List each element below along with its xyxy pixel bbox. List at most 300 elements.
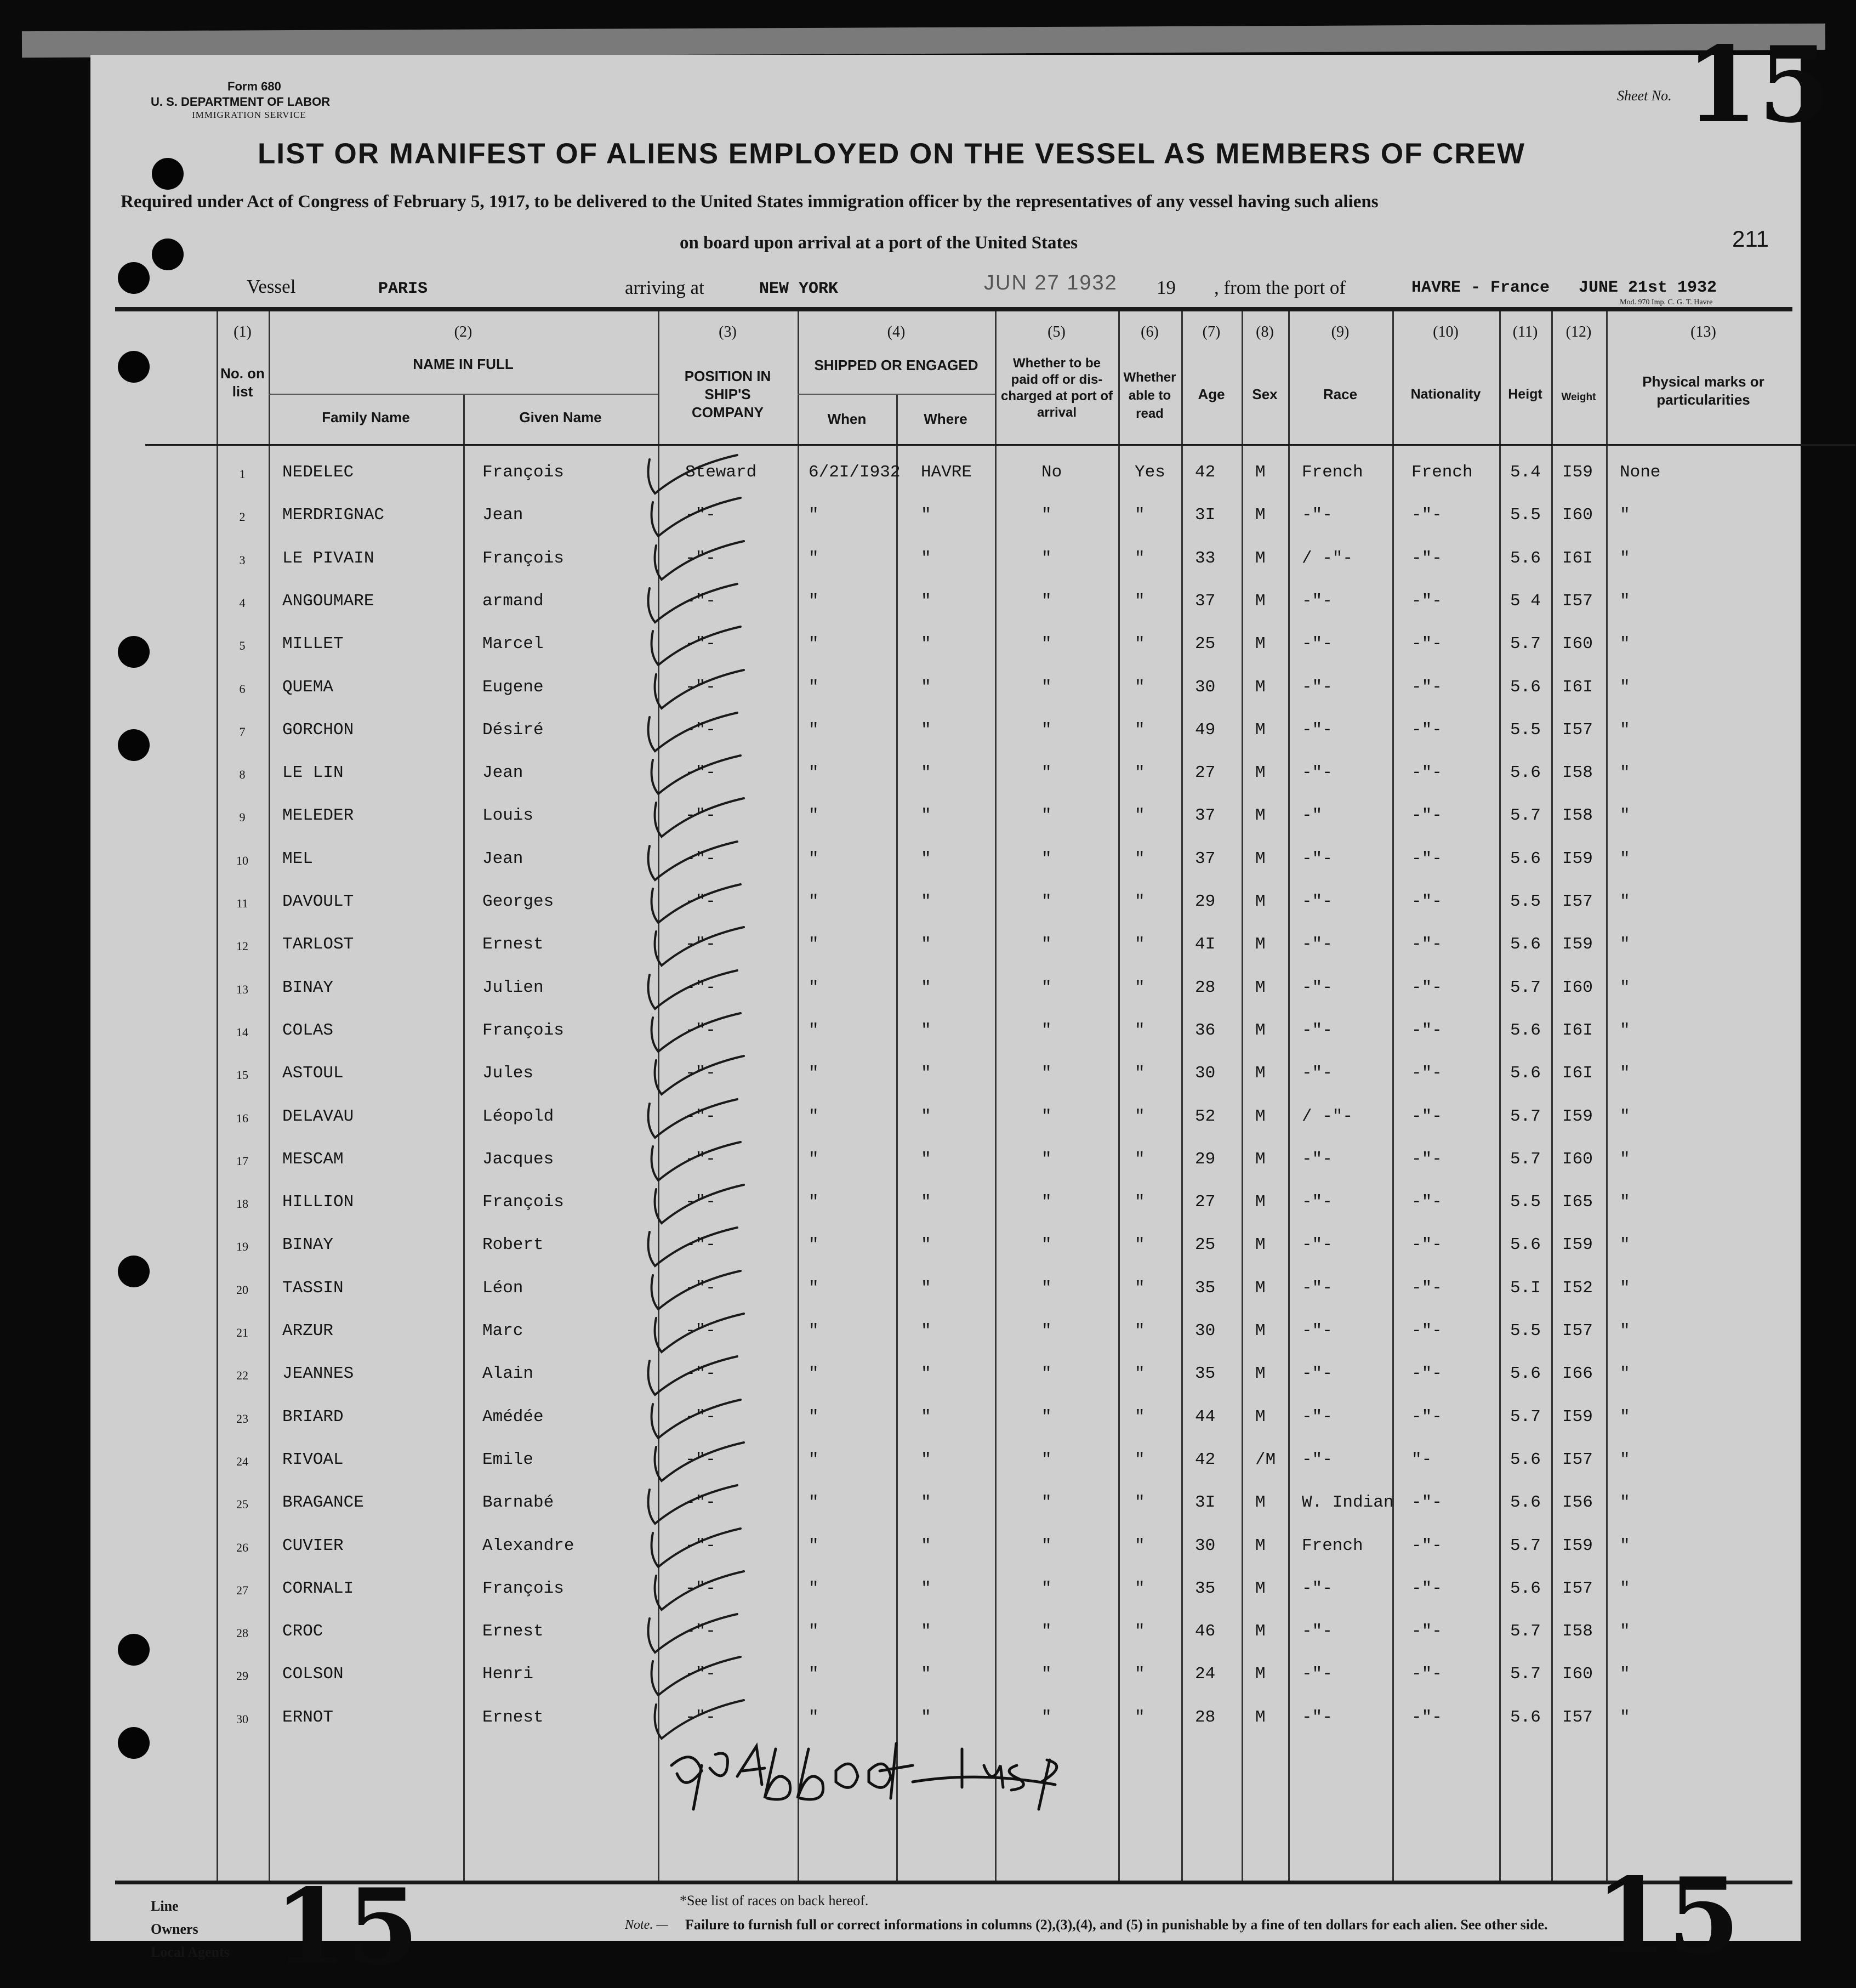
cell-weight: I57 (1562, 1707, 1593, 1727)
cell-age: 35 (1195, 1578, 1216, 1598)
col10-header: Nationality (1410, 387, 1481, 402)
cell-marks: " (1620, 849, 1630, 868)
cell-read: " (1135, 1192, 1145, 1212)
cell-weight: I57 (1562, 892, 1593, 911)
cell-nationality: -"- (1411, 1149, 1442, 1169)
cell-race: -"- (1302, 978, 1333, 997)
cell-race: -"- (1302, 1578, 1333, 1598)
cell-height: 5.6 (1510, 677, 1541, 697)
cell-position: -"- (685, 1450, 716, 1469)
cell-nationality: French (1411, 463, 1473, 482)
cell-weight: I58 (1562, 1622, 1593, 1641)
cell-nationality: -"- (1411, 1278, 1442, 1298)
sheet-label: Sheet No. (1617, 88, 1672, 104)
table-row (90, 541, 1801, 584)
cell-family: TARLOST (282, 935, 354, 955)
cell-given: François (482, 1578, 564, 1598)
cell-when: " (809, 1020, 819, 1040)
cell-nationality: -"- (1411, 892, 1442, 911)
col3-header: POSITION IN SHIP'S COMPANY (684, 368, 771, 421)
cell-read: " (1135, 1235, 1145, 1255)
cell-age: 37 (1195, 806, 1216, 826)
cell-paid: " (1041, 1278, 1052, 1298)
table-row (90, 970, 1801, 1013)
cell-read: " (1135, 505, 1145, 525)
row-number: 25 (236, 1497, 248, 1512)
cell-family: CUVIER (282, 1536, 344, 1555)
cell-paid: " (1041, 591, 1052, 611)
col4b-header: Where (924, 411, 967, 427)
col8-header: Sex (1252, 386, 1278, 402)
cell-when: " (809, 677, 819, 697)
cell-position: -"- (685, 1665, 716, 1684)
cell-paid: " (1041, 720, 1052, 740)
punch-hole (118, 262, 150, 294)
cell-age: 37 (1195, 849, 1216, 868)
vessel-label: Vessel (247, 276, 296, 297)
cell-age: 37 (1195, 591, 1216, 611)
cell-race: -"- (1302, 763, 1333, 783)
cell-given: armand (482, 591, 544, 611)
cell-height: 5.5 (1510, 1321, 1541, 1341)
cell-height: 5.I (1510, 1278, 1541, 1298)
cell-paid: " (1041, 1622, 1052, 1641)
cell-read: " (1135, 935, 1145, 955)
cell-where: " (921, 849, 931, 868)
form-number: Form 680 (227, 79, 281, 93)
cell-position: -"- (685, 505, 716, 525)
cell-where: " (921, 634, 931, 654)
cell-race: / -"- (1302, 1106, 1353, 1126)
cell-nationality: -"- (1411, 548, 1442, 568)
cell-family: BINAY (282, 1235, 334, 1255)
cell-age: 28 (1195, 1707, 1216, 1727)
cell-paid: " (1041, 1106, 1052, 1126)
table-row (90, 1142, 1801, 1185)
row-number: 27 (236, 1583, 248, 1597)
cell-where: " (921, 1020, 931, 1040)
table-row (90, 1529, 1801, 1571)
cell-weight: I59 (1562, 463, 1593, 482)
cell-paid: " (1041, 849, 1052, 868)
cell-when: " (809, 892, 819, 911)
table-row (90, 1571, 1801, 1614)
table-row (90, 498, 1801, 541)
cell-given: Julien (482, 978, 544, 997)
cell-read: " (1135, 1407, 1145, 1427)
cell-read: " (1135, 1364, 1145, 1384)
col2-header: NAME IN FULL (413, 356, 514, 372)
col4a-header: When (827, 411, 867, 427)
cell-race: -"- (1302, 591, 1333, 611)
cell-where: " (921, 1364, 931, 1384)
cell-age: 35 (1195, 1364, 1216, 1384)
cell-race: -"- (1302, 1020, 1333, 1040)
cell-marks: " (1620, 978, 1630, 997)
cell-age: 42 (1195, 463, 1216, 482)
cell-given: Robert (482, 1235, 544, 1255)
cell-paid: " (1041, 1707, 1052, 1727)
cell-height: 5.7 (1510, 1536, 1541, 1555)
table-row (90, 1657, 1801, 1700)
cell-sex: M (1255, 1364, 1266, 1384)
col7-header: Age (1198, 386, 1225, 402)
cell-family: RIVOAL (282, 1450, 344, 1469)
cell-sex: M (1255, 1321, 1266, 1341)
row-number: 1 (239, 467, 246, 481)
cell-position: -"- (685, 1536, 716, 1555)
cell-marks: " (1620, 1235, 1630, 1255)
cell-read: " (1135, 1536, 1145, 1555)
cell-given: Jean (482, 849, 523, 868)
cell-sex: M (1255, 1106, 1266, 1126)
cell-when: " (809, 763, 819, 783)
cell-position: -"- (685, 1020, 716, 1040)
cell-age: 30 (1195, 1536, 1216, 1555)
row-number: 22 (236, 1368, 248, 1383)
table-row (90, 670, 1801, 713)
cell-paid: " (1041, 1364, 1052, 1384)
cell-family: CROC (282, 1622, 323, 1641)
cell-nationality: -"- (1411, 677, 1442, 697)
sheet-number: 15 (1686, 24, 1831, 146)
cell-weight: I59 (1562, 935, 1593, 955)
col2a-header: Family Name (322, 409, 410, 425)
cell-given: Marcel (482, 634, 544, 654)
col12-number: (12) (1565, 323, 1592, 340)
cell-age: 3I (1195, 1493, 1216, 1513)
cell-sex: M (1255, 677, 1266, 697)
cell-sex: M (1255, 978, 1266, 997)
cell-when: " (809, 1364, 819, 1384)
row-number: 23 (236, 1411, 248, 1425)
cell-race: French (1302, 1536, 1363, 1555)
footer-number-right: 15 (1595, 1855, 1740, 1977)
cell-where: " (921, 1578, 931, 1598)
col2-number: (2) (454, 323, 472, 340)
cell-read: " (1135, 1665, 1145, 1684)
row-number: 17 (236, 1154, 248, 1168)
cell-where: " (921, 1064, 931, 1083)
cell-height: 5.6 (1510, 763, 1541, 783)
from-port: HAVRE - France (1411, 279, 1550, 297)
cell-when: " (809, 1064, 819, 1083)
cell-weight: I57 (1562, 720, 1593, 740)
cell-where: " (921, 1407, 931, 1427)
col5-number: (5) (1047, 323, 1066, 340)
cell-nationality: -"- (1411, 1578, 1442, 1598)
cell-weight: I6I (1562, 1020, 1593, 1040)
cell-marks: " (1620, 1622, 1630, 1641)
cell-read: " (1135, 1493, 1145, 1513)
table-row (90, 1442, 1801, 1485)
arriving-label: arriving at (625, 277, 704, 298)
cell-height: 5.4 (1510, 463, 1541, 482)
cell-height: 5.6 (1510, 1020, 1541, 1040)
cell-weight: I60 (1562, 1149, 1593, 1169)
note-label: Note. — (625, 1918, 668, 1932)
cell-height: 5.7 (1510, 634, 1541, 654)
cell-weight: I60 (1562, 978, 1593, 997)
cell-race: -"- (1302, 1450, 1333, 1469)
cell-marks: " (1620, 505, 1630, 525)
cell-marks: None (1620, 463, 1661, 482)
cell-where: " (921, 1665, 931, 1684)
cell-where: " (921, 1622, 931, 1641)
inspector-signature (655, 1733, 1181, 1823)
cell-read: " (1135, 634, 1145, 654)
cell-marks: " (1620, 720, 1630, 740)
table-row (90, 584, 1801, 627)
cell-race: -"- (1302, 1321, 1333, 1341)
col5-header: Whether to be paid off or dis-charged at port of arrival (1000, 356, 1113, 420)
col9-header: Race (1323, 386, 1358, 402)
cell-marks: " (1620, 677, 1630, 697)
cell-family: COLSON (282, 1665, 344, 1684)
date-stamp: JUN 27 1932 (984, 271, 1118, 294)
cell-read: " (1135, 1450, 1145, 1469)
cell-sex: M (1255, 1064, 1266, 1083)
cell-given: Léon (482, 1278, 523, 1298)
cell-race: -"- (1302, 505, 1333, 525)
row-number: 15 (236, 1068, 248, 1082)
row-number: 14 (236, 1025, 248, 1039)
manifest-sheet (90, 24, 1831, 1988)
cell-when: " (809, 935, 819, 955)
cell-given: Désiré (482, 720, 544, 740)
cell-position: -"- (685, 591, 716, 611)
row-number: 26 (236, 1540, 248, 1554)
col13-header: Physical marks or particularities (1642, 373, 1764, 408)
cell-read: " (1135, 892, 1145, 911)
cell-marks: " (1620, 935, 1630, 955)
cell-marks: " (1620, 634, 1630, 654)
departure-date: JUNE 21st 1932 (1579, 279, 1717, 297)
cell-weight: I59 (1562, 849, 1593, 868)
table-row (90, 842, 1801, 884)
cell-given: Ernest (482, 1622, 544, 1641)
col4-header: SHIPPED OR ENGAGED (814, 357, 978, 373)
row-number: 24 (236, 1454, 248, 1468)
footer-number-left: 15 (274, 1866, 419, 1988)
cell-marks: " (1620, 763, 1630, 783)
cell-position: -"- (685, 935, 716, 955)
cell-nationality: -"- (1411, 591, 1442, 611)
cell-read: " (1135, 1064, 1145, 1083)
cell-marks: " (1620, 1493, 1630, 1513)
cell-where: " (921, 1707, 931, 1727)
col8-number: (8) (1256, 323, 1274, 340)
cell-where: " (921, 1192, 931, 1212)
cell-paid: " (1041, 677, 1052, 697)
cell-race: -"- (1302, 1149, 1333, 1169)
cell-where: " (921, 892, 931, 911)
cell-position: -"- (685, 1493, 716, 1513)
cell-given: Henri (482, 1665, 534, 1684)
cell-sex: M (1255, 1536, 1266, 1555)
cell-when: " (809, 1106, 819, 1126)
cell-race: French (1302, 463, 1363, 482)
cell-weight: I65 (1562, 1192, 1593, 1212)
cell-height: 5.5 (1510, 720, 1541, 740)
cell-nationality: "- (1411, 1450, 1432, 1469)
row-number: 21 (236, 1326, 248, 1339)
cell-nationality: -"- (1411, 1622, 1442, 1641)
cell-age: 44 (1195, 1407, 1216, 1427)
note-text: Failure to furnish full or correct informations in columns (2),(3),(4), and (5) in punishable by a fine of ten dollars for each alien. See other side. (685, 1917, 1548, 1933)
col9-number: (9) (1331, 323, 1350, 340)
cell-paid: " (1041, 1407, 1052, 1427)
cell-read: " (1135, 806, 1145, 826)
cell-race: -"- (1302, 1235, 1333, 1255)
cell-paid: No (1041, 463, 1062, 482)
cell-age: 4I (1195, 935, 1216, 955)
cell-marks: " (1620, 1106, 1630, 1126)
table-row (90, 1485, 1801, 1528)
cell-position: -"- (685, 720, 716, 740)
cell-given: Jean (482, 763, 523, 783)
cell-paid: " (1041, 1192, 1052, 1212)
cell-read: " (1135, 677, 1145, 697)
row-number: 8 (239, 768, 246, 782)
cell-nationality: -"- (1411, 1106, 1442, 1126)
cell-nationality: -"- (1411, 1192, 1442, 1212)
cell-position: -"- (685, 1364, 716, 1384)
cell-family: DAVOULT (282, 892, 354, 911)
cell-age: 49 (1195, 720, 1216, 740)
cell-height: 5.6 (1510, 1493, 1541, 1513)
cell-nationality: -"- (1411, 1707, 1442, 1727)
cell-sex: M (1255, 634, 1266, 654)
cell-race: -"- (1302, 935, 1333, 955)
cell-marks: " (1620, 1407, 1630, 1427)
cell-family: BRIARD (282, 1407, 344, 1427)
form-subtitle-1: Required under Act of Congress of February 5, 1917, to be delivered to the United States immigration officer by the representatives of any vessel having such aliens (121, 192, 1379, 212)
cell-position: -"- (685, 677, 716, 697)
local-agents-label: Local Agents (151, 1944, 230, 1960)
cell-nationality: -"- (1411, 1407, 1442, 1427)
cell-read: " (1135, 1149, 1145, 1169)
cell-marks: " (1620, 1578, 1630, 1598)
cell-height: 5.5 (1510, 892, 1541, 911)
cell-age: 33 (1195, 548, 1216, 568)
cell-race: -"- (1302, 1622, 1333, 1641)
cell-sex: M (1255, 1407, 1266, 1427)
cell-race: -"- (1302, 1665, 1333, 1684)
cell-marks: " (1620, 1192, 1630, 1212)
cell-family: GORCHON (282, 720, 354, 740)
cell-family: CORNALI (282, 1578, 354, 1598)
cell-family: JEANNES (282, 1364, 354, 1384)
cell-race: -"- (1302, 634, 1333, 654)
cell-weight: I52 (1562, 1278, 1593, 1298)
cell-age: 29 (1195, 1149, 1216, 1169)
cell-family: TASSIN (282, 1278, 344, 1298)
cell-weight: I6I (1562, 677, 1593, 697)
cell-sex: M (1255, 720, 1266, 740)
cell-sex: M (1255, 1707, 1266, 1727)
cell-age: 46 (1195, 1622, 1216, 1641)
cell-family: ASTOUL (282, 1064, 344, 1083)
cell-marks: " (1620, 892, 1630, 911)
row-number: 12 (236, 939, 248, 953)
cell-given: Ernest (482, 935, 544, 955)
cell-race: -"- (1302, 1278, 1333, 1298)
cell-height: 5 4 (1510, 591, 1541, 611)
cell-sex: M (1255, 1149, 1266, 1169)
col11-header: Heigt (1508, 387, 1542, 402)
col1-header: No. on list (220, 365, 265, 400)
row-number: 30 (236, 1712, 248, 1726)
cell-when: " (809, 1450, 819, 1469)
cell-sex: M (1255, 1493, 1266, 1513)
cell-age: 25 (1195, 634, 1216, 654)
cell-sex: M (1255, 1278, 1266, 1298)
punch-hole (152, 238, 184, 270)
cell-when: " (809, 1407, 819, 1427)
cell-given: François (482, 548, 564, 568)
cell-nationality: -"- (1411, 1321, 1442, 1341)
cell-paid: " (1041, 1235, 1052, 1255)
cell-where: " (921, 505, 931, 525)
col1-number: (1) (234, 323, 252, 340)
col12-header: Weight (1561, 391, 1596, 403)
cell-marks: " (1620, 806, 1630, 826)
cell-weight: I57 (1562, 591, 1593, 611)
cell-height: 5.7 (1510, 978, 1541, 997)
cell-family: BRAGANCE (282, 1493, 364, 1513)
table-row (90, 713, 1801, 756)
cell-where: " (921, 548, 931, 568)
header-top-rule (115, 307, 1792, 311)
row-number: 5 (239, 639, 246, 653)
cell-family: BINAY (282, 978, 334, 997)
cell-race: -"- (1302, 1192, 1333, 1212)
cell-where: " (921, 1536, 931, 1555)
col11-number: (11) (1512, 323, 1538, 340)
cell-position: -"- (685, 1106, 716, 1126)
cell-race: / -"- (1302, 548, 1353, 568)
cell-race: -"- (1302, 892, 1333, 911)
cell-height: 5.5 (1510, 505, 1541, 525)
cell-given: Marc (482, 1321, 523, 1341)
cell-weight: I57 (1562, 1578, 1593, 1598)
cell-race: W. Indian (1302, 1493, 1394, 1513)
vessel-name: PARIS (378, 280, 428, 298)
cell-family: MERDRIGNAC (282, 505, 385, 525)
cell-height: 5.6 (1510, 1064, 1541, 1083)
cell-read: " (1135, 1578, 1145, 1598)
row-number: 11 (236, 896, 248, 910)
cell-where: " (921, 806, 931, 826)
cell-position: Steward (685, 463, 757, 482)
cell-position: -"- (685, 1149, 716, 1169)
cell-given: Barnabé (482, 1493, 554, 1513)
cell-nationality: -"- (1411, 935, 1442, 955)
cell-nationality: -"- (1411, 1665, 1442, 1684)
cell-height: 5.6 (1510, 1578, 1541, 1598)
cell-read: " (1135, 591, 1145, 611)
cell-paid: " (1041, 935, 1052, 955)
from-port-label: , from the port of (1214, 277, 1346, 298)
row-number: 3 (239, 553, 246, 567)
cell-when: " (809, 1235, 819, 1255)
table-row (90, 627, 1801, 669)
cell-nationality: -"- (1411, 1235, 1442, 1255)
cell-marks: " (1620, 1064, 1630, 1083)
cell-position: -"- (685, 1622, 716, 1641)
cell-sex: M (1255, 591, 1266, 611)
